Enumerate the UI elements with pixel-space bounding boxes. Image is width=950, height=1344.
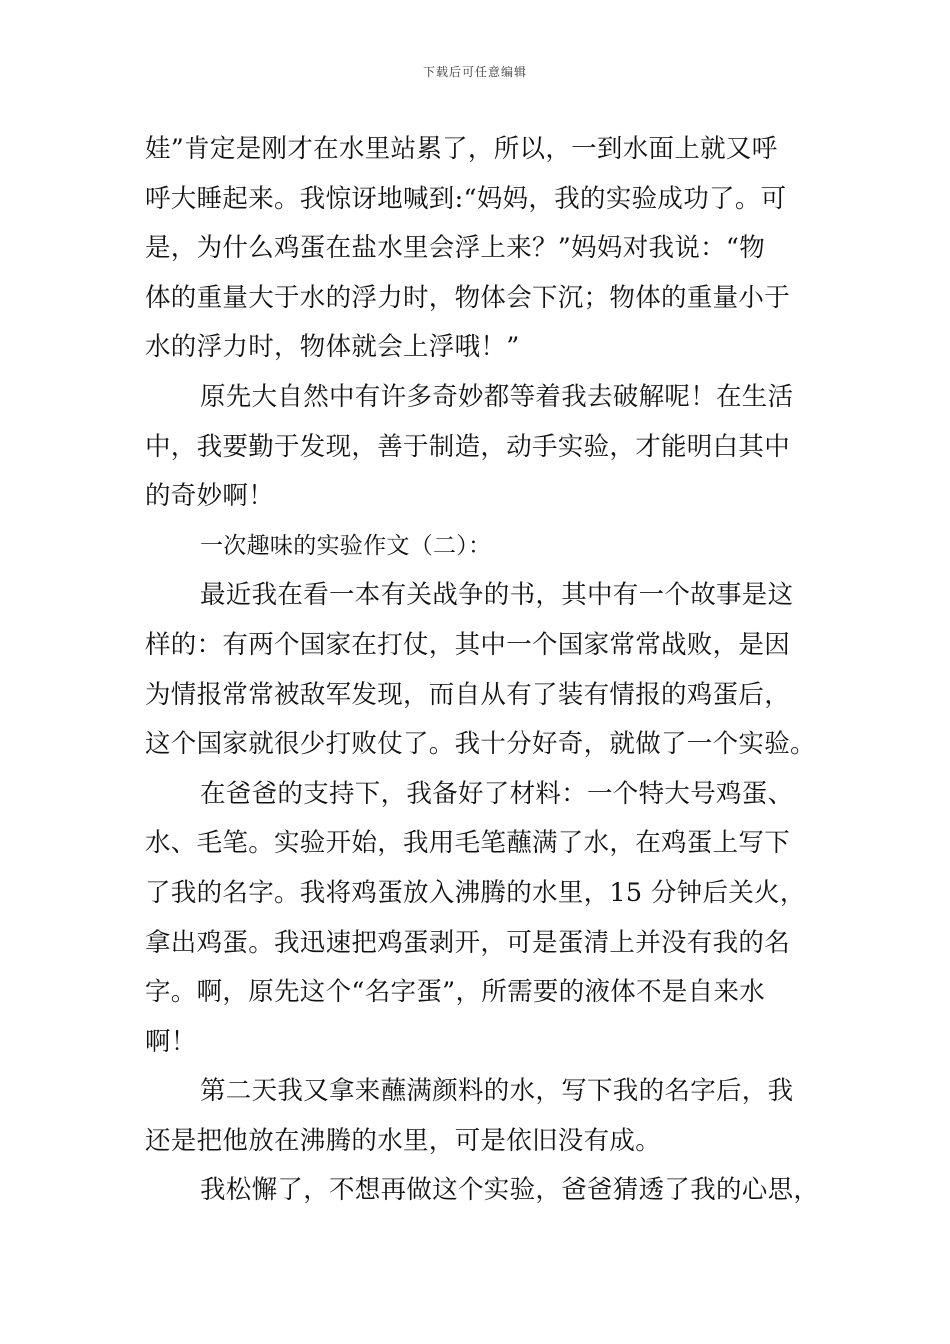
paragraph-start-line: 我松懈了，不想再做这个实验，爸爸猜透了我的心思， xyxy=(200,1175,820,1206)
paragraph-start-line: 在爸爸的支持下，我备好了材料：一个特大号鸡蛋、 xyxy=(200,778,794,809)
text-line: 体的重量大于水的浮力时，物体会下沉；物体的重量小于 xyxy=(145,282,791,313)
text-line: 样的：有两个国家在打仗，其中一个国家常常战败，是因 xyxy=(145,629,791,660)
paragraph-start-line: 第二天我又拿来蘸满颜料的水，写下我的名字后，我 xyxy=(200,1076,794,1107)
text-line: 娃”肯定是刚才在水里站累了，所以，一到水面上就又呼 xyxy=(145,134,778,164)
text-line: 是，为什么鸡蛋在盐水里会浮上来？”妈妈对我说：“物 xyxy=(145,233,766,264)
essay-body xyxy=(145,125,820,1216)
text-line: 这个国家就很少打败仗了。我十分好奇，就做了一个实验。 xyxy=(145,729,816,760)
section-subtitle: 一次趣味的实验作文（二）： xyxy=(200,532,492,559)
paragraph-start-line: 最近我在看一本有关战争的书，其中有一个故事是这 xyxy=(200,580,794,611)
page-header: 下载后可任意编辑 xyxy=(422,65,527,79)
text-line: 水、毛笔。实验开始，我用毛笔蘸满了水，在鸡蛋上写下 xyxy=(145,828,791,859)
text-line: 还是把他放在沸腾的水里，可是依旧没有成。 xyxy=(145,1125,662,1156)
text-line: 水的浮力时，物体就会上浮哦！” xyxy=(145,332,520,363)
text-line: 中，我要勤于发现，善于制造，动手实验，才能明白其中 xyxy=(145,431,791,462)
text-line: 拿出鸡蛋。我迅速把鸡蛋剥开，可是蛋清上并没有我的名 xyxy=(145,927,791,958)
text-line: 呼大睡起来。我惊讶地喊到:“妈妈，我的实验成功了。可 xyxy=(145,183,787,214)
text-line: 字。啊，原先这个“名字蛋”，所需要的液体不是自来水 xyxy=(145,977,766,1008)
text-line: 的奇妙啊！ xyxy=(145,481,275,512)
text-line: 了我的名字。我将鸡蛋放入沸腾的水里，15 分钟后关火， xyxy=(145,877,806,908)
text-line: 啊！ xyxy=(145,1026,197,1057)
paragraph-start-line: 原先大自然中有许多奇妙都等着我去破解呢！在生活 xyxy=(200,381,794,412)
text-line: 为情报常常被敌军发现，而自从有了装有情报的鸡蛋后， xyxy=(145,679,791,710)
